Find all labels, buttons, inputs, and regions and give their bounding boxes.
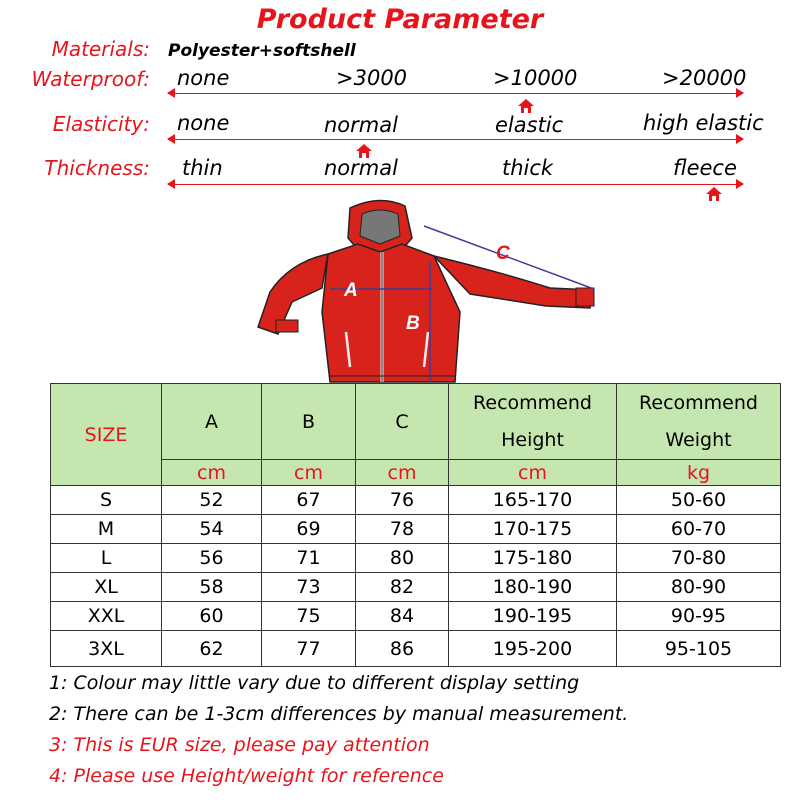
table-row xyxy=(51,486,781,515)
unit-cell: cm xyxy=(262,460,356,486)
b-cell: 75 xyxy=(262,602,356,631)
thickness-label: Thickness: xyxy=(44,156,150,180)
materials-label: Materials: xyxy=(51,37,150,61)
a-cell: 62 xyxy=(162,631,262,667)
weight-cell: 90-95 xyxy=(617,602,781,631)
height-cell: 165-170 xyxy=(449,486,617,515)
thickness-level: thick xyxy=(502,156,554,180)
height-header-line2: Height xyxy=(501,428,564,451)
b-cell: 73 xyxy=(262,573,356,602)
a-column-header: A xyxy=(162,384,262,460)
waterproof-label: Waterproof: xyxy=(31,67,150,91)
size-cell: XXL xyxy=(51,602,162,631)
size-cell: 3XL xyxy=(51,631,162,667)
size-cell: XL xyxy=(51,573,162,602)
table-row xyxy=(51,602,781,631)
size-cell: L xyxy=(51,544,162,573)
b-cell: 67 xyxy=(262,486,356,515)
elasticity-label: Elasticity: xyxy=(52,112,150,136)
thickness-level: thin xyxy=(182,156,223,180)
height-cell: 175-180 xyxy=(449,544,617,573)
note-4: 4: Please use Height/weight for reference xyxy=(49,765,444,787)
a-cell: 60 xyxy=(162,602,262,631)
weight-cell: 60-70 xyxy=(617,515,781,544)
c-cell: 76 xyxy=(356,486,449,515)
thickness-selected-marker-icon xyxy=(706,187,722,201)
table-row xyxy=(51,631,781,667)
a-cell: 58 xyxy=(162,573,262,602)
b-cell: 69 xyxy=(262,515,356,544)
table-row xyxy=(51,515,781,544)
waterproof-selected-marker-icon xyxy=(518,99,534,113)
a-cell: 52 xyxy=(162,486,262,515)
size-cell: S xyxy=(51,486,162,515)
c-cell: 84 xyxy=(356,602,449,631)
size-column-header: SIZE xyxy=(51,384,162,486)
weight-column-header xyxy=(617,384,781,460)
elasticity-level: elastic xyxy=(495,113,564,137)
label-b: B xyxy=(406,313,420,334)
weight-cell: 95-105 xyxy=(617,631,781,667)
unit-cell: cm xyxy=(162,460,262,486)
b-column-header: B xyxy=(262,384,356,460)
height-cell: 190-195 xyxy=(449,602,617,631)
thickness-scale-arrow xyxy=(168,184,743,185)
elasticity-level: none xyxy=(177,111,230,135)
waterproof-level: none xyxy=(177,66,230,90)
weight-header-line2: Weight xyxy=(665,428,732,451)
size-table xyxy=(50,383,781,667)
size-cell: M xyxy=(51,515,162,544)
weight-header-line1: Recommend xyxy=(639,391,758,414)
a-cell: 54 xyxy=(162,515,262,544)
note-2: 2: There can be 1-3cm differences by manual measurement. xyxy=(49,703,629,725)
note-1: 1: Colour may little vary due to different display setting xyxy=(49,672,580,694)
unit-cell: cm xyxy=(449,460,617,486)
unit-cell: cm xyxy=(356,460,449,486)
label-a: A xyxy=(344,280,358,301)
b-cell: 77 xyxy=(262,631,356,667)
thickness-level: normal xyxy=(324,156,398,180)
table-row xyxy=(51,544,781,573)
height-cell: 170-175 xyxy=(449,515,617,544)
height-column-header xyxy=(449,384,617,460)
c-cell: 86 xyxy=(356,631,449,667)
waterproof-scale-arrow xyxy=(168,93,743,94)
materials-value: Polyester+softshell xyxy=(168,41,356,61)
elasticity-level: high elastic xyxy=(643,111,764,135)
weight-cell: 50-60 xyxy=(617,486,781,515)
a-cell: 56 xyxy=(162,544,262,573)
note-3: 3: This is EUR size, please pay attention xyxy=(49,734,430,756)
c-cell: 80 xyxy=(356,544,449,573)
c-cell: 78 xyxy=(356,515,449,544)
table-header-row xyxy=(51,384,781,460)
c-cell: 82 xyxy=(356,573,449,602)
height-cell: 195-200 xyxy=(449,631,617,667)
waterproof-level: >20000 xyxy=(662,66,747,90)
page-title: Product Parameter xyxy=(256,4,544,35)
c-column-header: C xyxy=(356,384,449,460)
unit-cell: kg xyxy=(617,460,781,486)
thickness-level: fleece xyxy=(673,156,737,180)
elasticity-level: normal xyxy=(324,113,398,137)
b-cell: 71 xyxy=(262,544,356,573)
height-header-line1: Recommend xyxy=(473,391,592,414)
weight-cell: 70-80 xyxy=(617,544,781,573)
height-cell: 180-190 xyxy=(449,573,617,602)
jacket-measurement-diagram xyxy=(250,192,610,384)
elasticity-scale-arrow xyxy=(168,139,743,140)
table-row xyxy=(51,573,781,602)
waterproof-level: >3000 xyxy=(336,66,408,90)
weight-cell: 80-90 xyxy=(617,573,781,602)
waterproof-level: >10000 xyxy=(493,66,578,90)
label-c: C xyxy=(496,243,510,264)
